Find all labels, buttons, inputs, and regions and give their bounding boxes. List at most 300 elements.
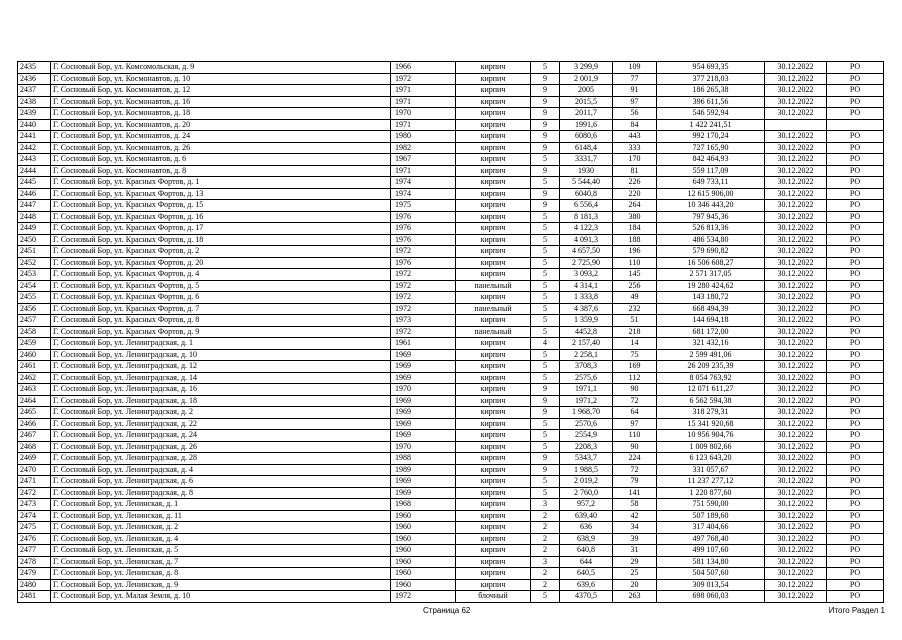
cell-address: Г. Сосновый Бор, ул. Красных Фортов, д. 17: [51, 223, 391, 235]
cell-floors: 5: [531, 315, 560, 327]
cell-cost: 143 180,72: [657, 292, 765, 304]
cell-date: 30.12.2022: [765, 85, 827, 97]
cell-area: 2 157,40: [560, 338, 613, 350]
cell-program: РО: [827, 476, 884, 488]
table-row: [18, 487, 884, 499]
cell-program: РО: [827, 533, 884, 545]
cell-floors: 5: [531, 476, 560, 488]
cell-wall-material: кирпич: [456, 499, 531, 511]
cell-floors: 5: [531, 177, 560, 189]
cell-area: 2208,3: [560, 441, 613, 453]
cell-cost: 144 694,18: [657, 315, 765, 327]
cell-floors: 9: [531, 73, 560, 85]
cell-date: 30.12.2022: [765, 326, 827, 338]
cell-area: 1930: [560, 165, 613, 177]
cell-area: 6080,6: [560, 131, 613, 143]
cell-residents: 109: [613, 62, 657, 74]
cell-program: РО: [827, 73, 884, 85]
table-row: [18, 591, 884, 603]
cell-area: 638,9: [560, 533, 613, 545]
cell-row-number: 2440: [18, 119, 51, 131]
cell-program: РО: [827, 280, 884, 292]
table-row: [18, 246, 884, 258]
cell-program: РО: [827, 579, 884, 591]
cell-program: РО: [827, 510, 884, 522]
table-row: [18, 85, 884, 97]
cell-area: 2005: [560, 85, 613, 97]
cell-wall-material: кирпич: [456, 96, 531, 108]
cell-row-number: 2454: [18, 280, 51, 292]
cell-address: Г. Сосновый Бор, ул. Космонавтов, д. 26: [51, 142, 391, 154]
table-row: [18, 407, 884, 419]
table-row: [18, 579, 884, 591]
cell-area: 3331,7: [560, 154, 613, 166]
cell-year-built: 1960: [391, 579, 456, 591]
cell-residents: 97: [613, 418, 657, 430]
cell-program: РО: [827, 142, 884, 154]
cell-row-number: 2435: [18, 62, 51, 74]
cell-wall-material: кирпич: [456, 188, 531, 200]
cell-wall-material: кирпич: [456, 441, 531, 453]
cell-program: РО: [827, 165, 884, 177]
cell-floors: 9: [531, 395, 560, 407]
cell-wall-material: панельный: [456, 326, 531, 338]
cell-date: 30.12.2022: [765, 315, 827, 327]
cell-area: 2554,9: [560, 430, 613, 442]
table-row: [18, 395, 884, 407]
cell-row-number: 2476: [18, 533, 51, 545]
cell-cost: 668 494,39: [657, 303, 765, 315]
cell-cost: 486 534,80: [657, 234, 765, 246]
cell-date: 30.12.2022: [765, 395, 827, 407]
cell-residents: 64: [613, 407, 657, 419]
cell-cost: 546 592,94: [657, 108, 765, 120]
cell-residents: 443: [613, 131, 657, 143]
cell-row-number: 2441: [18, 131, 51, 143]
cell-floors: 2: [531, 510, 560, 522]
cell-residents: 72: [613, 395, 657, 407]
cell-year-built: 1975: [391, 200, 456, 212]
cell-year-built: 1960: [391, 533, 456, 545]
cell-residents: 14: [613, 338, 657, 350]
cell-floors: 5: [531, 430, 560, 442]
cell-residents: 51: [613, 315, 657, 327]
cell-area: 8 181,3: [560, 211, 613, 223]
cell-wall-material: кирпич: [456, 568, 531, 580]
cell-cost: 681 172,00: [657, 326, 765, 338]
cell-floors: 5: [531, 246, 560, 258]
cell-area: 2011,7: [560, 108, 613, 120]
cell-residents: 34: [613, 522, 657, 534]
cell-address: Г. Сосновый Бор, ул. Красных Фортов, д. 15: [51, 200, 391, 212]
table-row: [18, 280, 884, 292]
cell-date: [765, 119, 827, 131]
cell-program: РО: [827, 188, 884, 200]
cell-area: 1991,6: [560, 119, 613, 131]
cell-wall-material: кирпич: [456, 407, 531, 419]
table-row: [18, 372, 884, 384]
cell-residents: 226: [613, 177, 657, 189]
cell-date: 30.12.2022: [765, 269, 827, 281]
cell-program: [827, 119, 884, 131]
cell-row-number: 2447: [18, 200, 51, 212]
cell-wall-material: кирпич: [456, 73, 531, 85]
cell-program: РО: [827, 464, 884, 476]
cell-area: 1 988,5: [560, 464, 613, 476]
cell-year-built: 1961: [391, 338, 456, 350]
housing-register-table: [17, 61, 884, 603]
table-row: [18, 556, 884, 568]
cell-area: 4370,5: [560, 591, 613, 603]
cell-date: 30.12.2022: [765, 533, 827, 545]
cell-date: 30.12.2022: [765, 591, 827, 603]
cell-wall-material: кирпич: [456, 464, 531, 476]
cell-wall-material: кирпич: [456, 211, 531, 223]
cell-address: Г. Сосновый Бор, ул. Красных Фортов, д. 16: [51, 211, 391, 223]
cell-floors: 9: [531, 131, 560, 143]
cell-program: РО: [827, 85, 884, 97]
cell-floors: 5: [531, 487, 560, 499]
cell-residents: 84: [613, 119, 657, 131]
cell-row-number: 2472: [18, 487, 51, 499]
cell-address: Г. Сосновый Бор, ул. Красных Фортов, д. 2: [51, 246, 391, 258]
cell-row-number: 2461: [18, 361, 51, 373]
cell-row-number: 2452: [18, 257, 51, 269]
cell-cost: 499 107,60: [657, 545, 765, 557]
cell-wall-material: кирпич: [456, 292, 531, 304]
cell-residents: 145: [613, 269, 657, 281]
cell-row-number: 2449: [18, 223, 51, 235]
cell-address: Г. Сосновый Бор, ул. Ленинградская, д. 26: [51, 441, 391, 453]
cell-program: РО: [827, 223, 884, 235]
cell-floors: 5: [531, 441, 560, 453]
cell-year-built: 1960: [391, 510, 456, 522]
table-row: [18, 223, 884, 235]
cell-year-built: 1969: [391, 418, 456, 430]
cell-cost: 797 945,36: [657, 211, 765, 223]
cell-address: Г. Сосновый Бор, ул. Красных Фортов, д. 4: [51, 269, 391, 281]
cell-floors: 3: [531, 556, 560, 568]
cell-date: 30.12.2022: [765, 568, 827, 580]
cell-area: 4 657,50: [560, 246, 613, 258]
cell-floors: 9: [531, 407, 560, 419]
cell-wall-material: кирпич: [456, 165, 531, 177]
cell-area: 4452,8: [560, 326, 613, 338]
cell-cost: 377 218,03: [657, 73, 765, 85]
cell-cost: 751 590,00: [657, 499, 765, 511]
cell-residents: 112: [613, 372, 657, 384]
cell-date: 30.12.2022: [765, 96, 827, 108]
cell-program: РО: [827, 108, 884, 120]
cell-wall-material: кирпич: [456, 487, 531, 499]
cell-address: Г. Сосновый Бор, ул. Ленинская, д. 9: [51, 579, 391, 591]
cell-address: Г. Сосновый Бор, ул. Ленинская, д. 11: [51, 510, 391, 522]
cell-wall-material: панельный: [456, 303, 531, 315]
cell-area: 957,2: [560, 499, 613, 511]
cell-date: 30.12.2022: [765, 430, 827, 442]
cell-row-number: 2473: [18, 499, 51, 511]
cell-row-number: 2451: [18, 246, 51, 258]
cell-floors: 5: [531, 303, 560, 315]
cell-program: РО: [827, 177, 884, 189]
cell-residents: 141: [613, 487, 657, 499]
cell-cost: 11 237 277,12: [657, 476, 765, 488]
cell-residents: 97: [613, 96, 657, 108]
cell-address: Г. Сосновый Бор, ул. Космонавтов, д. 20: [51, 119, 391, 131]
cell-program: РО: [827, 246, 884, 258]
cell-residents: 188: [613, 234, 657, 246]
cell-program: РО: [827, 62, 884, 74]
cell-row-number: 2465: [18, 407, 51, 419]
cell-row-number: 2481: [18, 591, 51, 603]
cell-address: Г. Сосновый Бор, ул. Ленинградская, д. 4: [51, 464, 391, 476]
cell-address: Г. Сосновый Бор, ул. Ленинградская, д. 18: [51, 395, 391, 407]
cell-address: Г. Сосновый Бор, ул. Красных Фортов, д. 7: [51, 303, 391, 315]
table-row: [18, 154, 884, 166]
cell-address: Г. Сосновый Бор, ул. Ленинская, д. 5: [51, 545, 391, 557]
cell-wall-material: кирпич: [456, 315, 531, 327]
cell-cost: 321 432,16: [657, 338, 765, 350]
cell-year-built: 1980: [391, 131, 456, 143]
cell-year-built: 1960: [391, 556, 456, 568]
cell-program: РО: [827, 338, 884, 350]
cell-program: РО: [827, 292, 884, 304]
table-row: [18, 315, 884, 327]
cell-address: Г. Сосновый Бор, ул. Ленинградская, д. 16: [51, 384, 391, 396]
cell-year-built: 1969: [391, 395, 456, 407]
cell-wall-material: панельный: [456, 280, 531, 292]
cell-row-number: 2478: [18, 556, 51, 568]
cell-address: Г. Сосновый Бор, ул. Комсомольская, д. 9: [51, 62, 391, 74]
table-row: [18, 96, 884, 108]
cell-program: РО: [827, 407, 884, 419]
cell-program: РО: [827, 522, 884, 534]
table-row: [18, 200, 884, 212]
cell-wall-material: кирпич: [456, 142, 531, 154]
cell-row-number: 2443: [18, 154, 51, 166]
cell-residents: 91: [613, 85, 657, 97]
cell-residents: 263: [613, 591, 657, 603]
table-body: [18, 62, 884, 603]
table-row: [18, 441, 884, 453]
cell-wall-material: кирпич: [456, 395, 531, 407]
cell-cost: 318 279,31: [657, 407, 765, 419]
cell-address: Г. Сосновый Бор, ул. Космонавтов, д. 12: [51, 85, 391, 97]
cell-date: 30.12.2022: [765, 464, 827, 476]
cell-program: РО: [827, 200, 884, 212]
cell-address: Г. Сосновый Бор, ул. Ленинградская, д. 24: [51, 430, 391, 442]
cell-date: 30.12.2022: [765, 165, 827, 177]
cell-address: Г. Сосновый Бор, ул. Космонавтов, д. 6: [51, 154, 391, 166]
cell-area: 3 093,2: [560, 269, 613, 281]
cell-wall-material: кирпич: [456, 349, 531, 361]
table-row: [18, 476, 884, 488]
cell-residents: 264: [613, 200, 657, 212]
cell-cost: 526 813,36: [657, 223, 765, 235]
cell-date: 30.12.2022: [765, 188, 827, 200]
cell-cost: 19 280 424,62: [657, 280, 765, 292]
cell-floors: 5: [531, 361, 560, 373]
cell-program: РО: [827, 556, 884, 568]
cell-program: РО: [827, 545, 884, 557]
cell-floors: 9: [531, 119, 560, 131]
table-row: [18, 545, 884, 557]
cell-program: РО: [827, 326, 884, 338]
cell-wall-material: кирпич: [456, 533, 531, 545]
cell-residents: 79: [613, 476, 657, 488]
cell-date: 30.12.2022: [765, 280, 827, 292]
cell-cost: 10 956 904,76: [657, 430, 765, 442]
cell-address: Г. Сосновый Бор, ул. Ленинградская, д. 8: [51, 487, 391, 499]
cell-residents: 49: [613, 292, 657, 304]
cell-floors: 5: [531, 280, 560, 292]
cell-program: РО: [827, 430, 884, 442]
cell-year-built: 1969: [391, 430, 456, 442]
cell-residents: 90: [613, 441, 657, 453]
cell-floors: 5: [531, 154, 560, 166]
cell-residents: 169: [613, 361, 657, 373]
cell-floors: 2: [531, 522, 560, 534]
cell-year-built: 1972: [391, 246, 456, 258]
cell-date: 30.12.2022: [765, 499, 827, 511]
cell-row-number: 2460: [18, 349, 51, 361]
cell-year-built: 1970: [391, 384, 456, 396]
cell-row-number: 2474: [18, 510, 51, 522]
table-row: [18, 292, 884, 304]
cell-year-built: 1976: [391, 211, 456, 223]
cell-program: РО: [827, 361, 884, 373]
cell-address: Г. Сосновый Бор, ул. Ленинградская, д. 14: [51, 372, 391, 384]
cell-area: 5 544,40: [560, 177, 613, 189]
cell-floors: 9: [531, 85, 560, 97]
cell-cost: 1 220 877,60: [657, 487, 765, 499]
cell-floors: 2: [531, 533, 560, 545]
cell-date: 30.12.2022: [765, 223, 827, 235]
table-row: [18, 430, 884, 442]
cell-year-built: 1960: [391, 522, 456, 534]
cell-row-number: 2437: [18, 85, 51, 97]
cell-residents: 31: [613, 545, 657, 557]
cell-date: 30.12.2022: [765, 384, 827, 396]
cell-wall-material: кирпич: [456, 556, 531, 568]
cell-residents: 29: [613, 556, 657, 568]
cell-residents: 110: [613, 430, 657, 442]
cell-floors: 5: [531, 269, 560, 281]
cell-year-built: 1960: [391, 545, 456, 557]
cell-wall-material: кирпич: [456, 372, 531, 384]
cell-program: РО: [827, 372, 884, 384]
cell-floors: 5: [531, 326, 560, 338]
cell-area: 1 359,9: [560, 315, 613, 327]
cell-program: РО: [827, 395, 884, 407]
cell-address: Г. Сосновый Бор, ул. Ленинградская, д. 1: [51, 338, 391, 350]
cell-row-number: 2450: [18, 234, 51, 246]
cell-program: РО: [827, 269, 884, 281]
cell-area: 640,8: [560, 545, 613, 557]
cell-area: 2 019,2: [560, 476, 613, 488]
cell-wall-material: кирпич: [456, 510, 531, 522]
cell-area: 1 333,8: [560, 292, 613, 304]
cell-floors: 5: [531, 211, 560, 223]
cell-area: 639,40: [560, 510, 613, 522]
cell-cost: 1 009 802,66: [657, 441, 765, 453]
cell-year-built: 1982: [391, 142, 456, 154]
cell-year-built: 1969: [391, 349, 456, 361]
cell-wall-material: кирпич: [456, 418, 531, 430]
cell-program: РО: [827, 568, 884, 580]
cell-residents: 170: [613, 154, 657, 166]
cell-cost: 1 422 241,51: [657, 119, 765, 131]
cell-residents: 81: [613, 165, 657, 177]
cell-address: Г. Сосновый Бор, ул. Космонавтов, д. 24: [51, 131, 391, 143]
cell-row-number: 2442: [18, 142, 51, 154]
cell-wall-material: кирпич: [456, 131, 531, 143]
cell-year-built: 1972: [391, 73, 456, 85]
cell-row-number: 2475: [18, 522, 51, 534]
cell-area: 2 725,90: [560, 257, 613, 269]
cell-row-number: 2459: [18, 338, 51, 350]
cell-cost: 559 117,09: [657, 165, 765, 177]
cell-area: 2 001,9: [560, 73, 613, 85]
cell-year-built: 1988: [391, 453, 456, 465]
cell-year-built: 1971: [391, 119, 456, 131]
cell-date: 30.12.2022: [765, 62, 827, 74]
page-number: Страница 62: [423, 606, 471, 615]
cell-residents: 39: [613, 533, 657, 545]
cell-cost: 6 562 594,38: [657, 395, 765, 407]
cell-area: 5343,7: [560, 453, 613, 465]
cell-floors: 2: [531, 579, 560, 591]
cell-program: РО: [827, 211, 884, 223]
cell-area: 1 968,70: [560, 407, 613, 419]
cell-address: Г. Сосновый Бор, ул. Красных Фортов, д. 5: [51, 280, 391, 292]
cell-year-built: 1971: [391, 96, 456, 108]
cell-area: 2575,6: [560, 372, 613, 384]
cell-floors: 5: [531, 372, 560, 384]
cell-residents: 196: [613, 246, 657, 258]
cell-address: Г. Сосновый Бор, ул. Ленинская, д. 4: [51, 533, 391, 545]
cell-address: Г. Сосновый Бор, ул. Космонавтов, д. 16: [51, 96, 391, 108]
table-row: [18, 510, 884, 522]
cell-wall-material: кирпич: [456, 154, 531, 166]
cell-year-built: 1969: [391, 372, 456, 384]
cell-row-number: 2458: [18, 326, 51, 338]
cell-cost: 581 134,80: [657, 556, 765, 568]
cell-row-number: 2464: [18, 395, 51, 407]
cell-row-number: 2455: [18, 292, 51, 304]
cell-year-built: 1976: [391, 223, 456, 235]
cell-wall-material: кирпич: [456, 522, 531, 534]
cell-year-built: 1976: [391, 257, 456, 269]
cell-year-built: 1974: [391, 177, 456, 189]
cell-area: 4 314,1: [560, 280, 613, 292]
cell-date: 30.12.2022: [765, 579, 827, 591]
cell-year-built: 1966: [391, 62, 456, 74]
cell-year-built: 1972: [391, 326, 456, 338]
table-row: [18, 234, 884, 246]
cell-cost: 2 599 491,06: [657, 349, 765, 361]
cell-row-number: 2463: [18, 384, 51, 396]
cell-wall-material: кирпич: [456, 430, 531, 442]
cell-date: 30.12.2022: [765, 142, 827, 154]
cell-address: Г. Сосновый Бор, ул. Ленинская, д. 1: [51, 499, 391, 511]
table-row: [18, 119, 884, 131]
cell-year-built: 1972: [391, 280, 456, 292]
cell-date: 30.12.2022: [765, 73, 827, 85]
cell-area: 2015,5: [560, 96, 613, 108]
cell-date: 30.12.2022: [765, 522, 827, 534]
cell-floors: 5: [531, 234, 560, 246]
